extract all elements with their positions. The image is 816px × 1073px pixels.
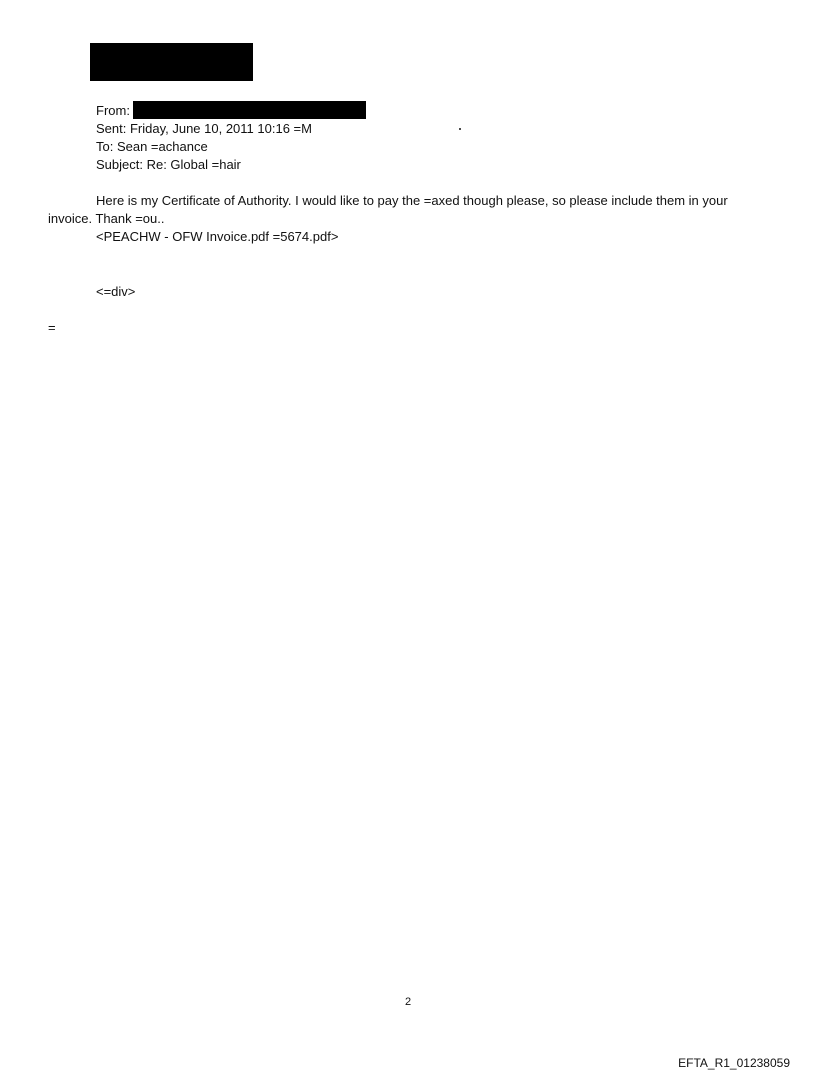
stray-dot (459, 128, 461, 130)
email-to-line: To: Sean =achance (96, 139, 208, 154)
email-body-line-2: invoice. Thank =ou.. (48, 211, 165, 226)
email-from-label: From: (96, 103, 130, 118)
redaction-block-header (90, 43, 253, 81)
stray-div-tag: <=div> (96, 284, 136, 299)
page-number: 2 (404, 996, 412, 1008)
email-sent-line: Sent: Friday, June 10, 2011 10:16 =M (96, 121, 312, 136)
email-attachment: <PEACHW - OFW Invoice.pdf =5674.pdf> (96, 229, 339, 244)
redaction-block-from (133, 101, 366, 119)
email-subject-line: Subject: Re: Global =hair (96, 157, 241, 172)
stray-equals-sign: = (48, 320, 56, 335)
document-id: EFTA_R1_01238059 (678, 1056, 790, 1070)
email-body-line-1: Here is my Certificate of Authority. I would like to pay the =axed though please, so please include them in your (96, 193, 728, 208)
